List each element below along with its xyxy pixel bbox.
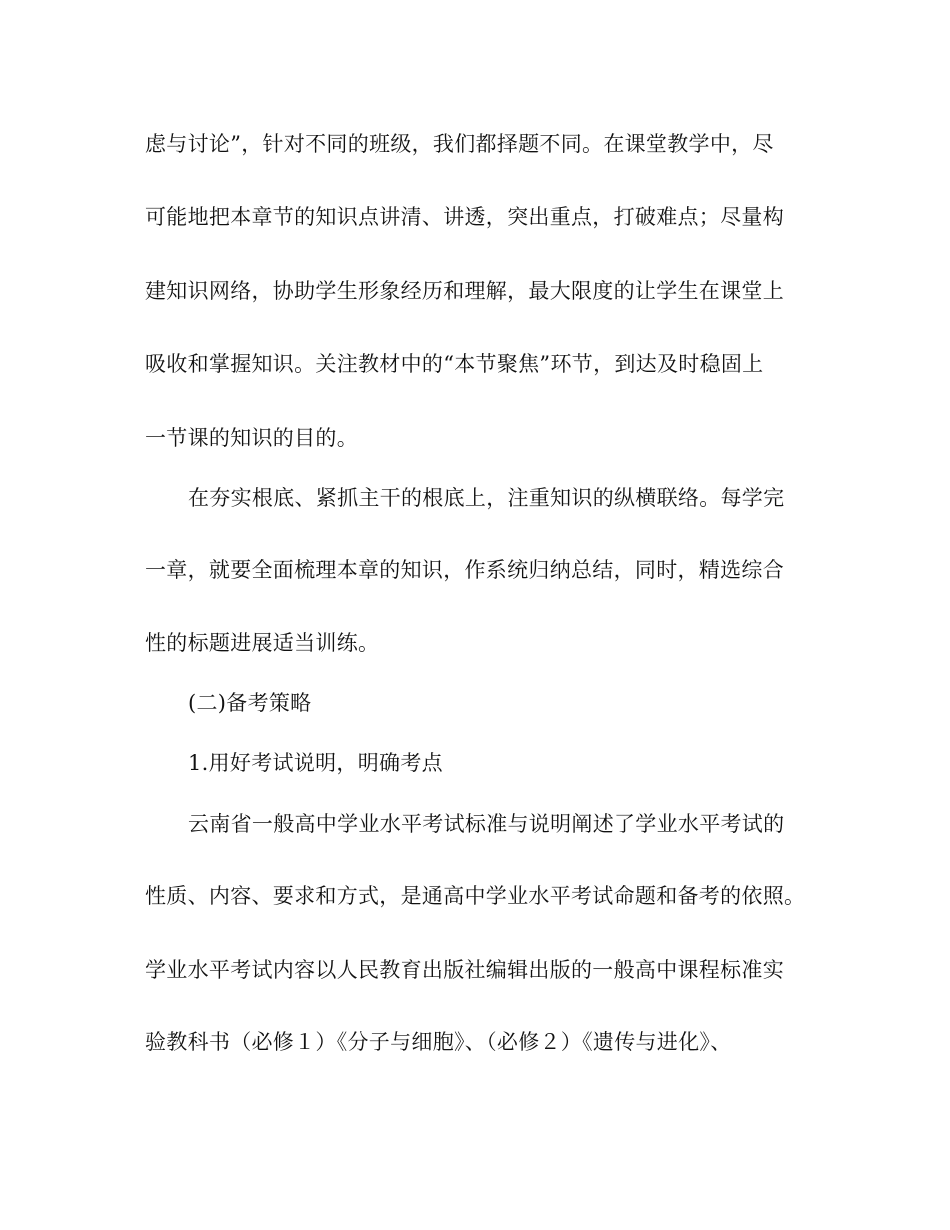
- paragraph-first-line: 云南省一般高中学业水平考试标准与说明阐述了学业水平考试的: [188, 812, 785, 836]
- text-line: 一章，就要全面梳理本章的知识，作系统归纳总结，同时，精选综合: [145, 558, 784, 582]
- text-line: 性质、内容、要求和方式，是通高中学业水平考试命题和备考的依照。: [145, 884, 806, 908]
- text-line: 一节课的知识的目的。: [145, 426, 358, 450]
- text-line: 吸收和掌握知识。关注教材中的“本节聚焦”环节，到达及时稳固上: [145, 352, 764, 376]
- text-line: 可能地把本章节的知识点讲清、讲透，突出重点，打破难点；尽量构: [145, 205, 784, 229]
- text-line: 建知识网络，协助学生形象经历和理解，最大限度的让学生在课堂上: [145, 279, 784, 303]
- paragraph-first-line: 在夯实根底、紧抓主干的根底上，注重知识的纵横联络。每学完: [188, 486, 785, 510]
- text-line: 验教科书（必修１）《分子与细胞》、（必修２）《遗传与进化》、: [145, 1030, 732, 1054]
- section-heading: (二)备考策略: [188, 691, 312, 715]
- subsection-heading: 1.用好考试说明，明确考点: [188, 751, 443, 775]
- text-line: 性的标题进展适当训练。: [145, 631, 380, 655]
- text-line: 虑与讨论”，针对不同的班级，我们都择题不同。在课堂教学中，尽: [145, 132, 774, 156]
- text-line: 学业水平考试内容以人民教育出版社编辑出版的一般高中课程标准实: [145, 958, 784, 982]
